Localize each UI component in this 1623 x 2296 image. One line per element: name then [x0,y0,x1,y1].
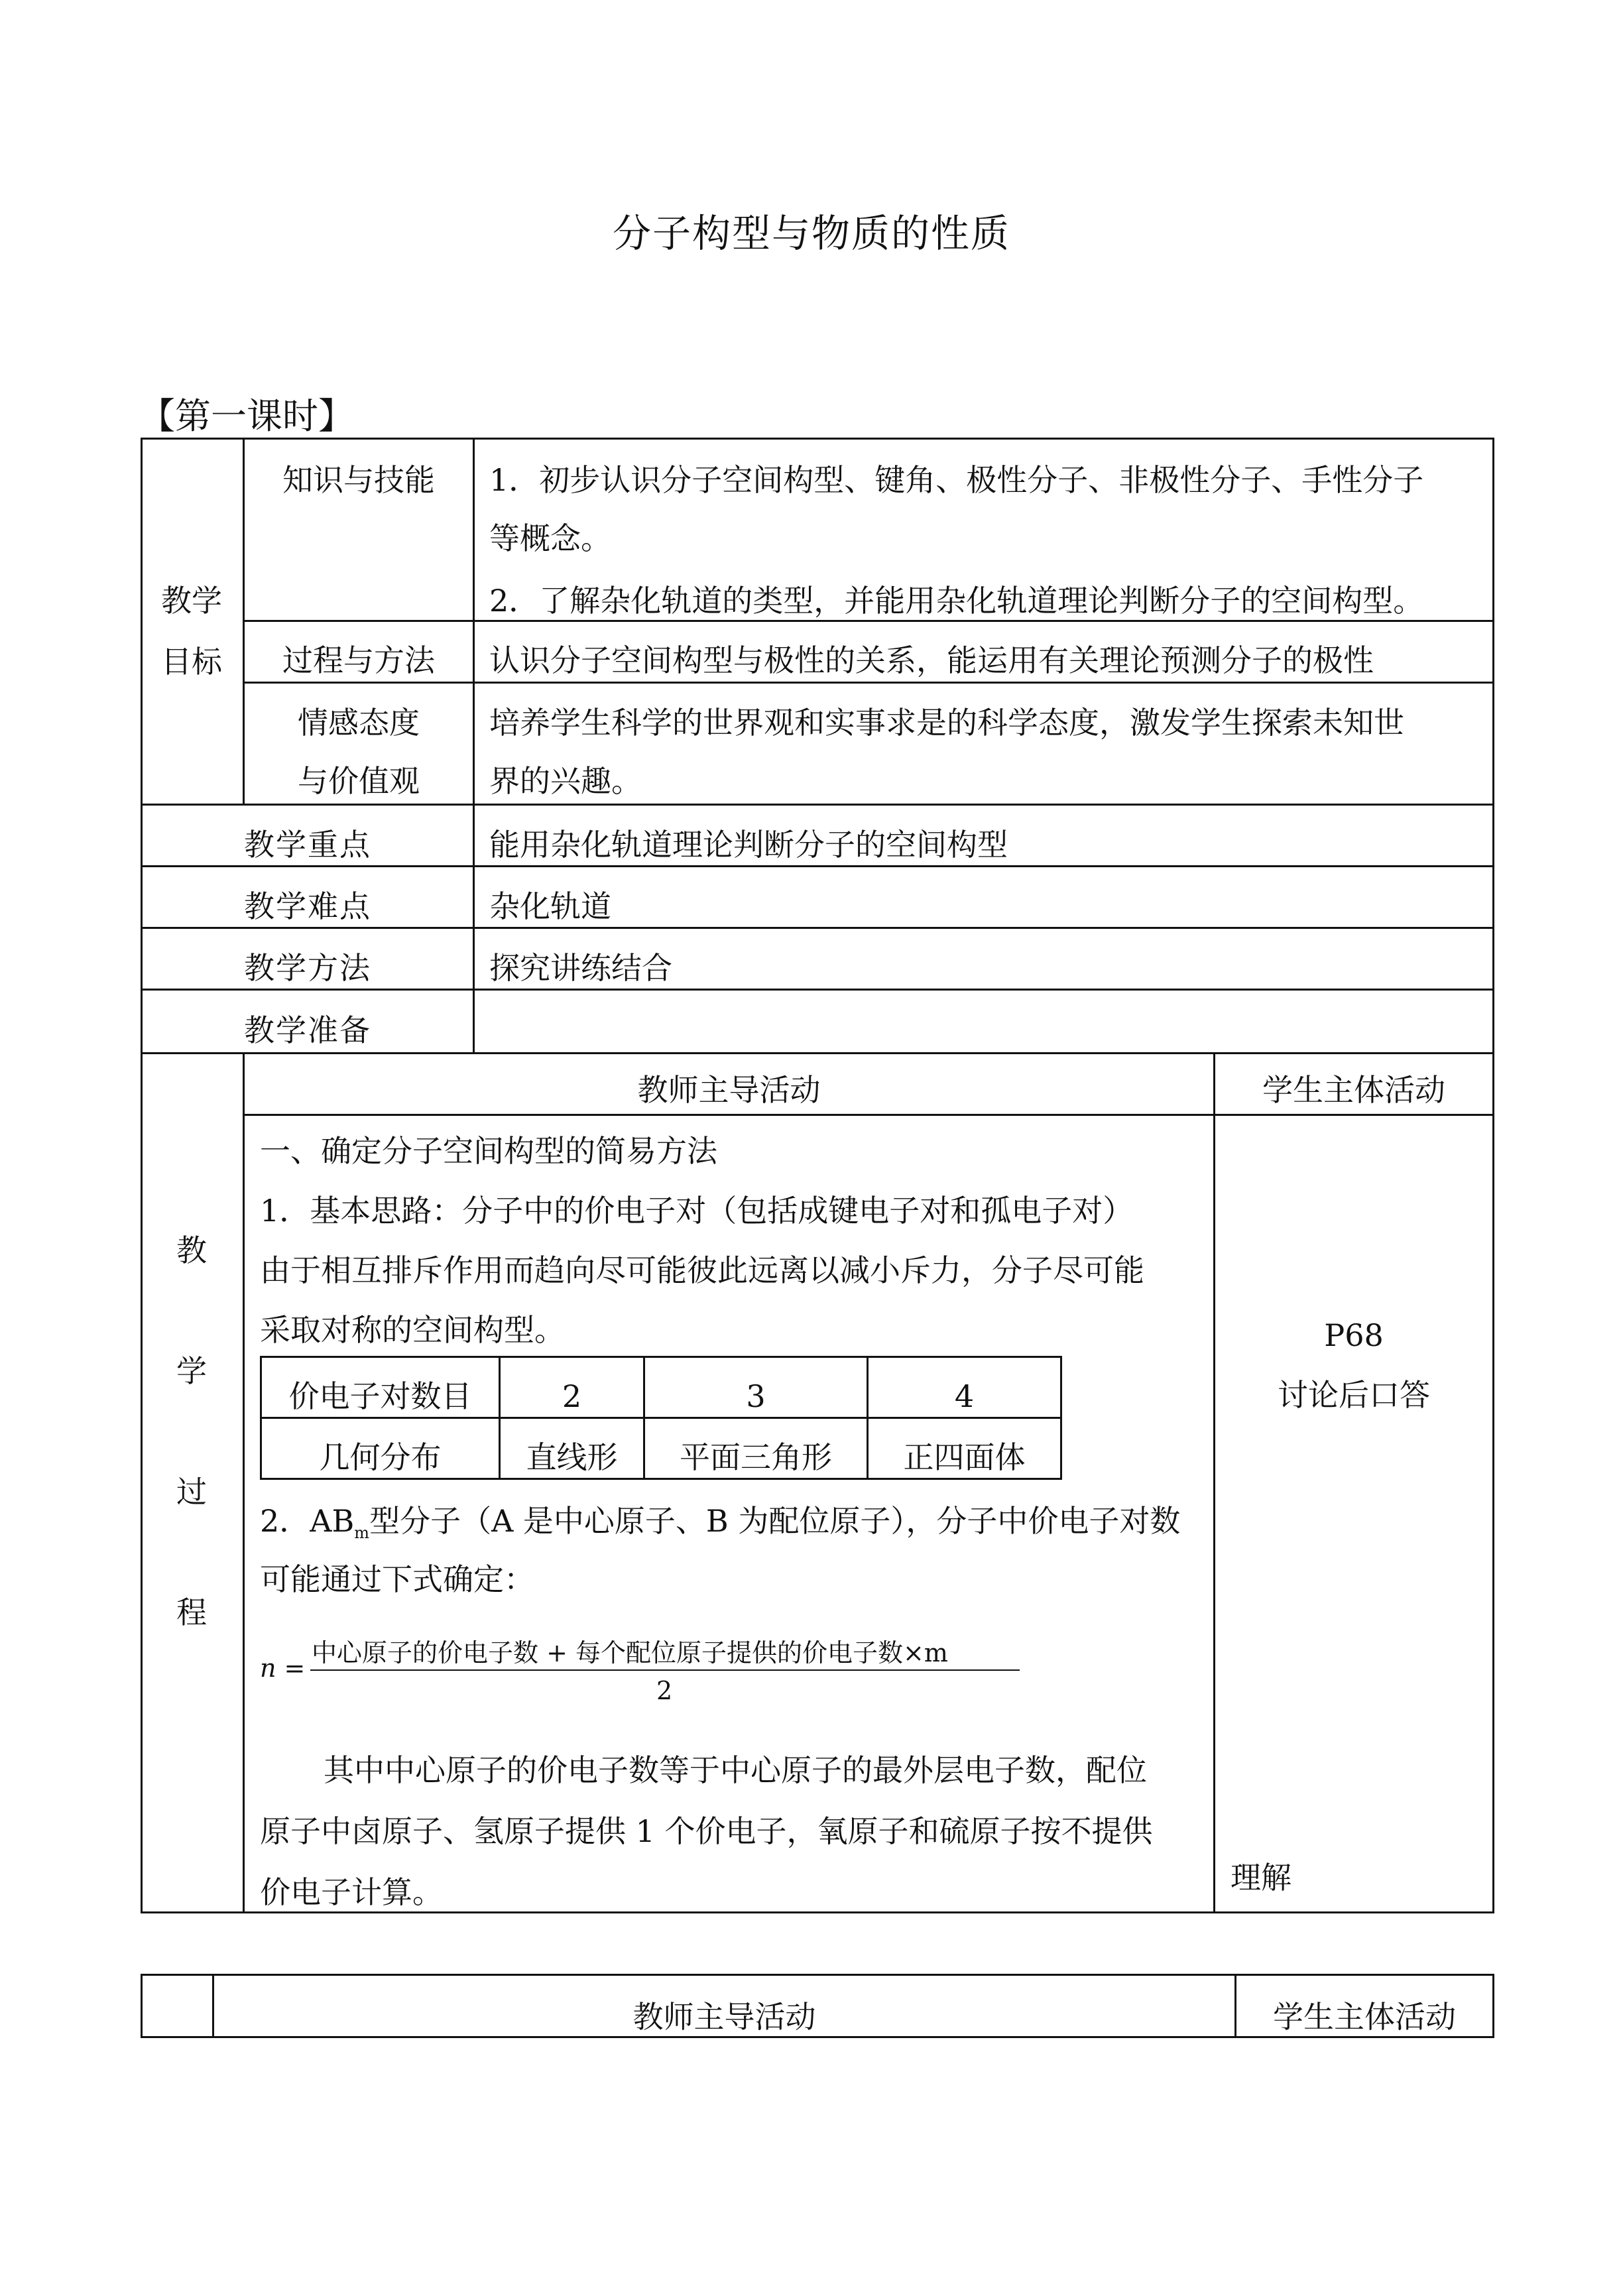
after-line-2: 原子中卤原子、氢原子提供 1 个价电子，氧原子和硫原子按不提供 [260,1813,1153,1849]
goal-knowledge-line-1: 1．初步认识分子空间构型、键角、极性分子、非极性分子、手性分子 [489,462,1424,498]
inner-header-3: 3 [746,1378,766,1414]
key-point-value: 能用杂化轨道理论判断分子的空间构型 [489,827,1008,863]
teacher-activity-header: 教师主导活动 [637,1072,821,1108]
ab-prefix: 2．AB [260,1503,355,1539]
method-label: 教学方法 [244,950,371,986]
continuation-teacher-header: 教师主导活动 [632,1999,816,2035]
formula-lhs: n = [260,1654,306,1683]
goals-section-label-2: 目标 [161,644,222,680]
ab-subscript: m [354,1524,370,1543]
goal-process-line-1: 认识分子空间构型与极性的关系，能运用有关理论预测分子的极性 [489,642,1374,678]
key-point-label: 教学重点 [244,827,371,863]
page-title: 分子构型与物质的性质 [612,211,1010,256]
student-activity-header: 学生主体活动 [1262,1072,1445,1108]
process-char-4: 程 [176,1595,207,1630]
goal-attitude-line-2: 界的兴趣。 [489,763,642,799]
teacher-line-2: 1．基本思路：分子中的价电子对（包括成键电子对和孤电子对） [260,1193,1134,1229]
continuation-student-header: 学生主体活动 [1273,1999,1456,2035]
inner-header-4: 4 [954,1378,975,1414]
student-line-2: 讨论后口答 [1278,1377,1430,1413]
inner-cell-2: 直线形 [526,1439,618,1475]
difficulty-value: 杂化轨道 [489,888,611,924]
ab-line1-rest: 型分子（A 是中心原子、B 为配位原子），分子中价电子对数 [369,1503,1181,1539]
formula-fraction-bar [310,1669,1020,1671]
student-bottom: 理解 [1231,1860,1292,1896]
goal-attitude-line-1: 培养学生科学的世界观和实事求是的科学态度，激发学生探索未知世 [489,705,1404,741]
process-char-1: 教 [176,1233,207,1268]
difficulty-label: 教学难点 [244,888,371,924]
goal-label-attitude-2: 与价值观 [298,763,420,799]
teacher-line-1: 一、确定分子空间构型的简易方法 [260,1133,717,1169]
inner-cell-4: 正四面体 [903,1439,1026,1475]
teacher-line-4: 采取对称的空间构型。 [260,1312,565,1348]
inner-header-1: 价电子对数目 [288,1378,472,1414]
goal-label-process: 过程与方法 [282,642,435,678]
teacher-line-3: 由于相互排斥作用而趋向尽可能彼此远离以减小斥力，分子尽可能 [260,1252,1144,1288]
formula-denominator: 2 [656,1676,673,1705]
goal-knowledge-line-3: 2．了解杂化轨道的类型，并能用杂化轨道理论判断分子的空间构型。 [489,583,1424,619]
lesson-label: 【第一课时】 [139,395,354,437]
preparation-label: 教学准备 [244,1012,371,1048]
method-value: 探究讲练结合 [489,950,672,986]
formula-numerator: 中心原子的价电子数 + 每个配位原子提供的价电子数×m [312,1638,948,1667]
inner-cell-1: 几何分布 [319,1439,442,1475]
goals-section-label-1: 教学 [161,583,222,619]
student-line-1: P68 [1324,1317,1384,1353]
goal-label-knowledge: 知识与技能 [282,462,435,498]
ab-type-line-2: 可能通过下式确定： [260,1561,534,1597]
goal-knowledge-line-2: 等概念。 [489,520,611,556]
inner-header-2: 2 [562,1378,582,1414]
process-char-3: 过 [176,1474,207,1510]
process-char-2: 学 [176,1353,207,1389]
inner-cell-3: 平面三角形 [680,1439,832,1475]
after-line-1: 其中中心原子的价电子数等于中心原子的最外层电子数，配位 [324,1752,1147,1788]
goal-label-attitude-1: 情感态度 [298,705,420,741]
after-line-3: 价电子计算。 [260,1874,443,1910]
